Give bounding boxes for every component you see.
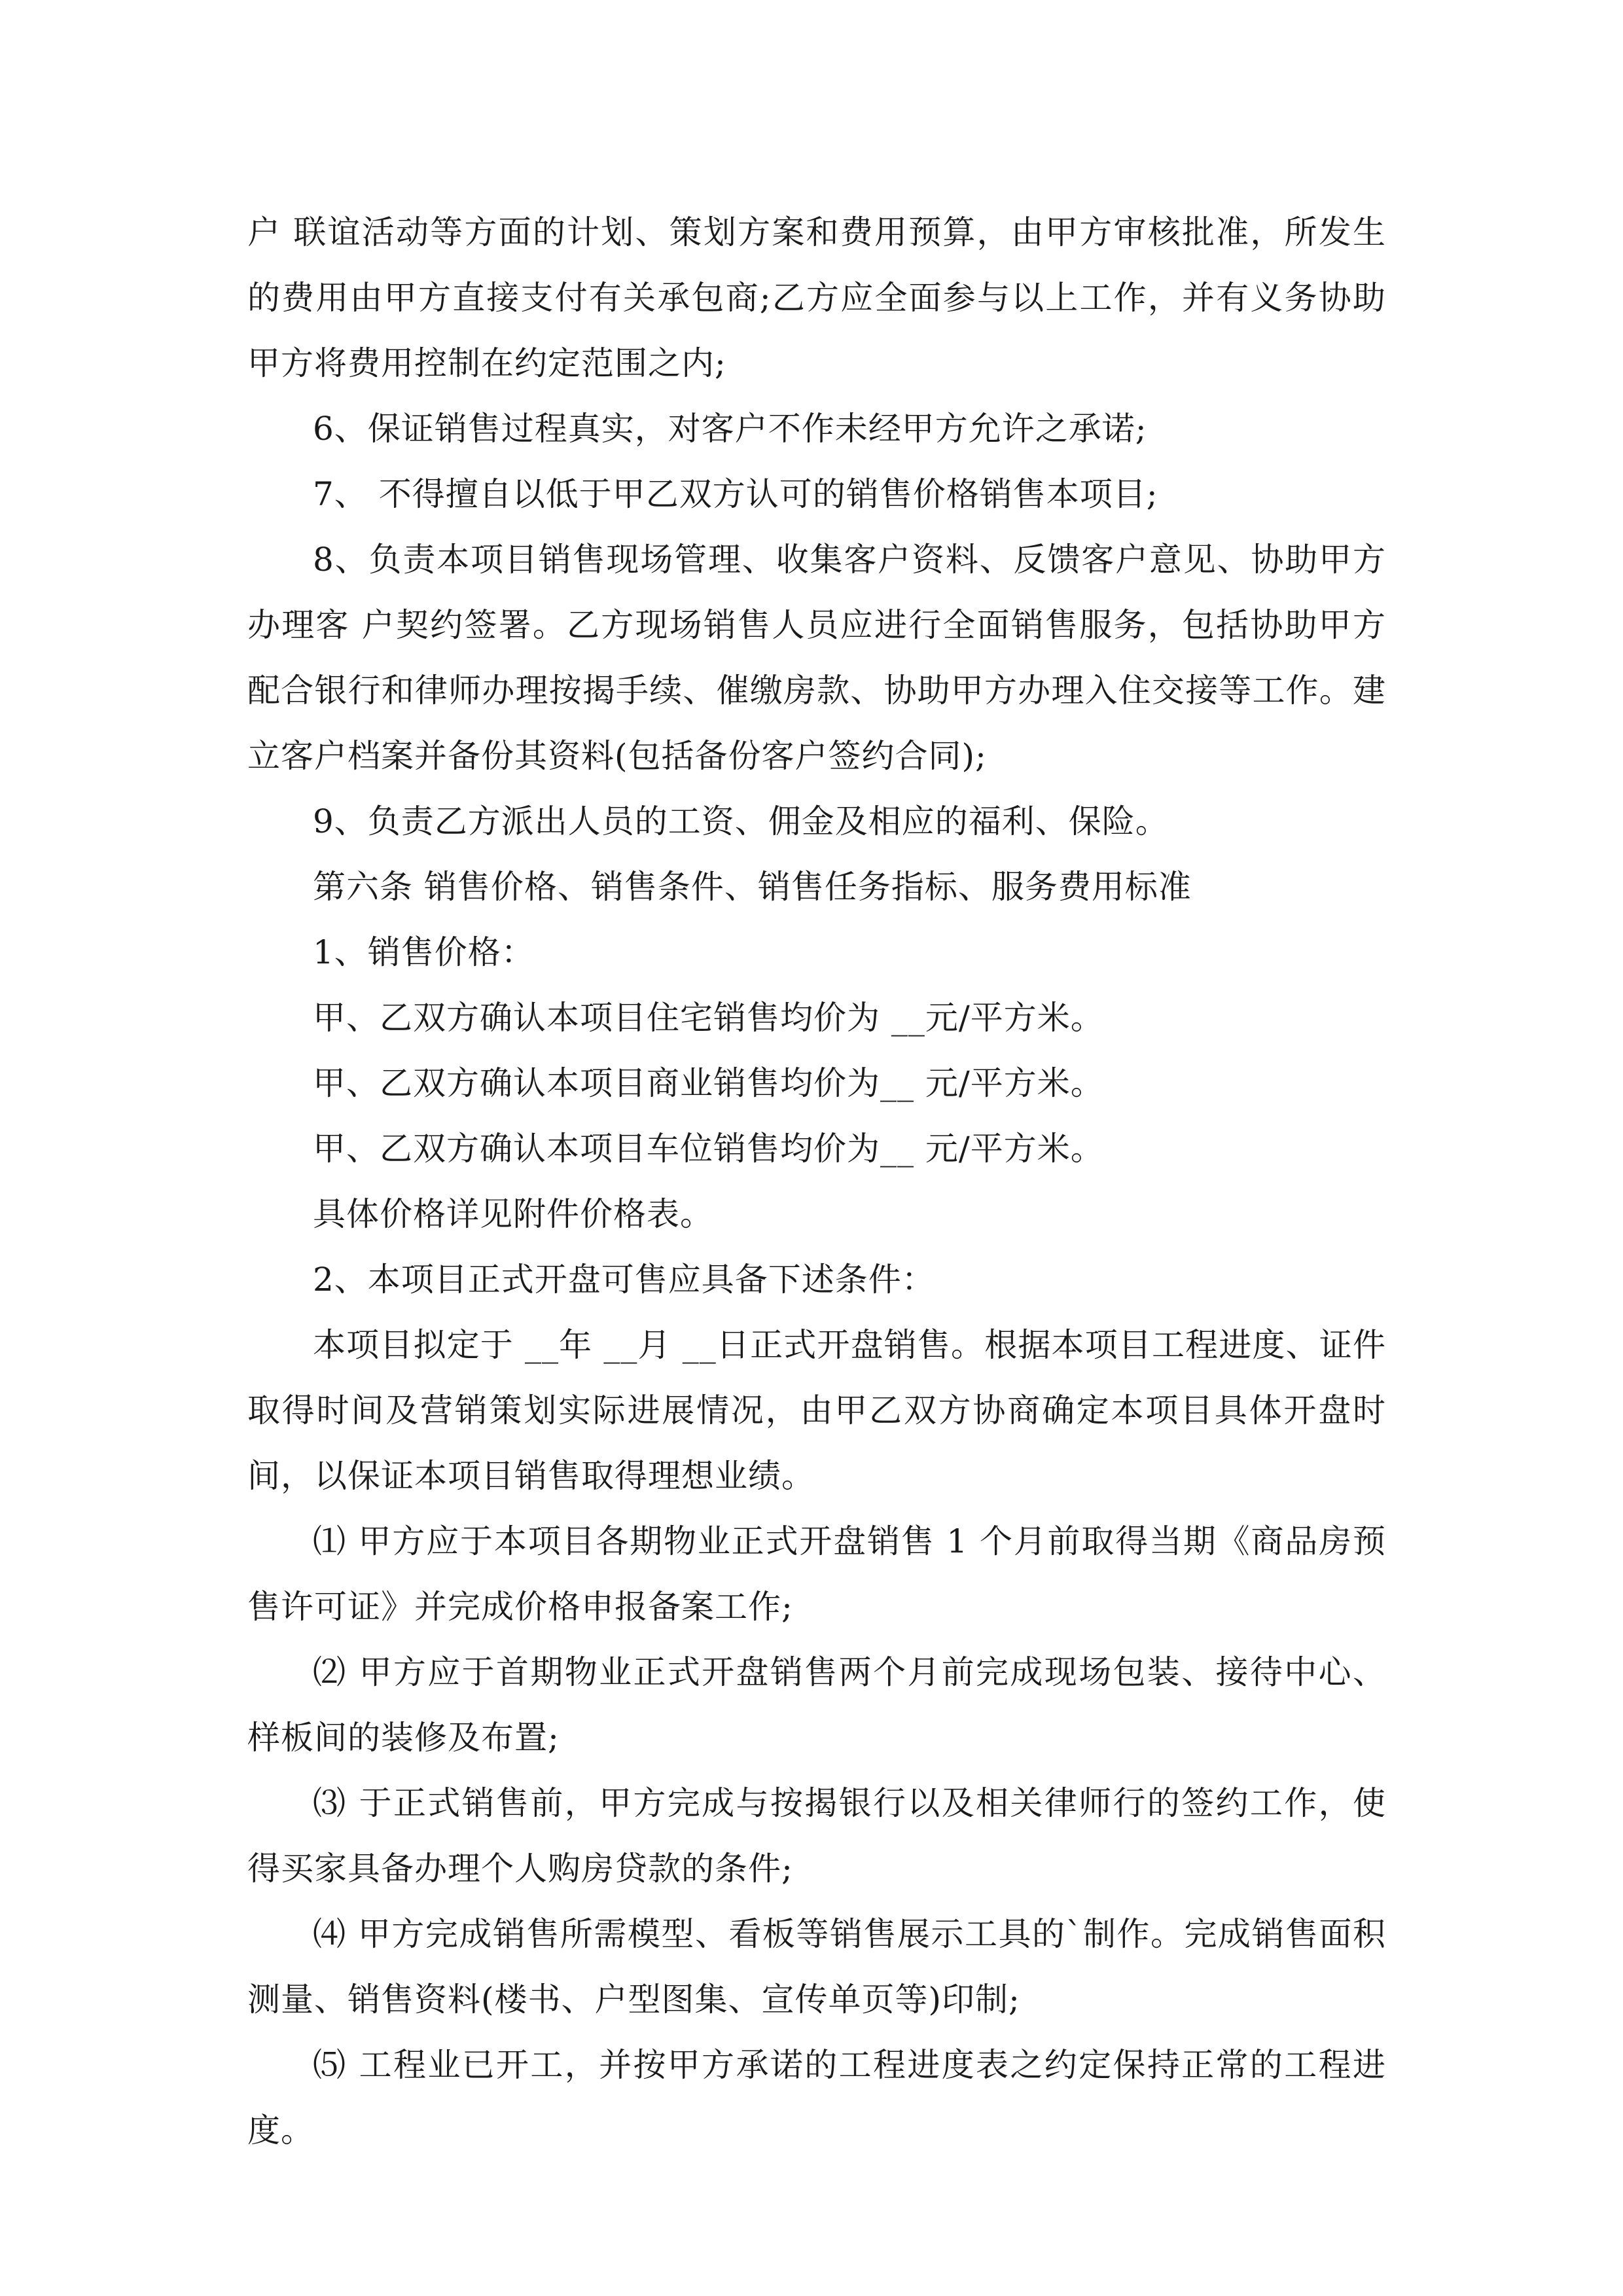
paragraph-15: ⑵ 甲方应于首期物业正式开盘销售两个月前完成现场包装、接待中心、样板间的装修及布置;: [247, 1653, 1386, 1757]
paragraph-2: 6、保证销售过程真实，对客户不作未经甲方允许之承诺;: [313, 410, 1147, 448]
paragraph-12: 2、本项目正式开盘可售应具备下述条件：: [313, 1261, 935, 1299]
paragraph-18: ⑸ 工程业已开工，并按甲方承诺的工程进度表之约定保持正常的工程进度。: [247, 2046, 1386, 2149]
paragraph-1: 户 联谊活动等方面的计划、策划方案和费用预算，由甲方审核批准，所发生的费用由甲方直接支付有关承包商;乙方应全面参与以上工作，并有义务协助甲方将费用控制在约定范围之内;: [247, 213, 1386, 382]
paragraph-17: ⑷ 甲方完成销售所需模型、看板等销售展示工具的`制作。完成销售面积测量、销售资料(楼书、户型图集、宣传单页等)印制;: [247, 1915, 1386, 2018]
section-heading-article-6: 第六条 销售价格、销售条件、销售任务指标、服务费用标准: [313, 868, 1192, 906]
paragraph-10: 甲、乙双方确认本项目车位销售均价为__ 元/平方米。: [313, 1130, 1104, 1168]
paragraph-3: 7、 不得擅自以低于甲乙双方认可的销售价格销售本项目;: [313, 475, 1158, 513]
paragraph-7: 1、销售价格：: [313, 933, 535, 971]
paragraph-8: 甲、乙双方确认本项目住宅销售均价为 __元/平方米。: [313, 999, 1104, 1037]
paragraph-4: 8、负责本项目销售现场管理、收集客户资料、反馈客户意见、协助甲方办理客 户契约签署。乙方现场销售人员应进行全面销售服务，包括协助甲方配合银行和律师办理按揭手续、催缴房款、协助甲方办理入住交接等工作。建立客户档案并备份其资料(包括备份客户签约合同);: [247, 541, 1386, 775]
paragraph-9: 甲、乙双方确认本项目商业销售均价为__ 元/平方米。: [313, 1064, 1104, 1102]
paragraph-13: 本项目拟定于 __年 __月 __日正式开盘销售。根据本项目工程进度、证件取得时间及营销策划实际进展情况，由甲乙双方协商确定本项目具体开盘时间，以保证本项目销售取得理想业绩。: [247, 1326, 1386, 1495]
paragraph-5: 9、负责乙方派出人员的工资、佣金及相应的福利、保险。: [313, 802, 1169, 840]
paragraph-11: 具体价格详见附件价格表。: [313, 1195, 713, 1233]
paragraph-14: ⑴ 甲方应于本项目各期物业正式开盘销售 1 个月前取得当期《商品房预售许可证》并完成价格申报备案工作;: [247, 1522, 1386, 1626]
document-body: [247, 200, 1386, 2163]
paragraph-16: ⑶ 于正式销售前，甲方完成与按揭银行以及相关律师行的签约工作，使得买家具备办理个人购房贷款的条件;: [247, 1784, 1386, 1888]
